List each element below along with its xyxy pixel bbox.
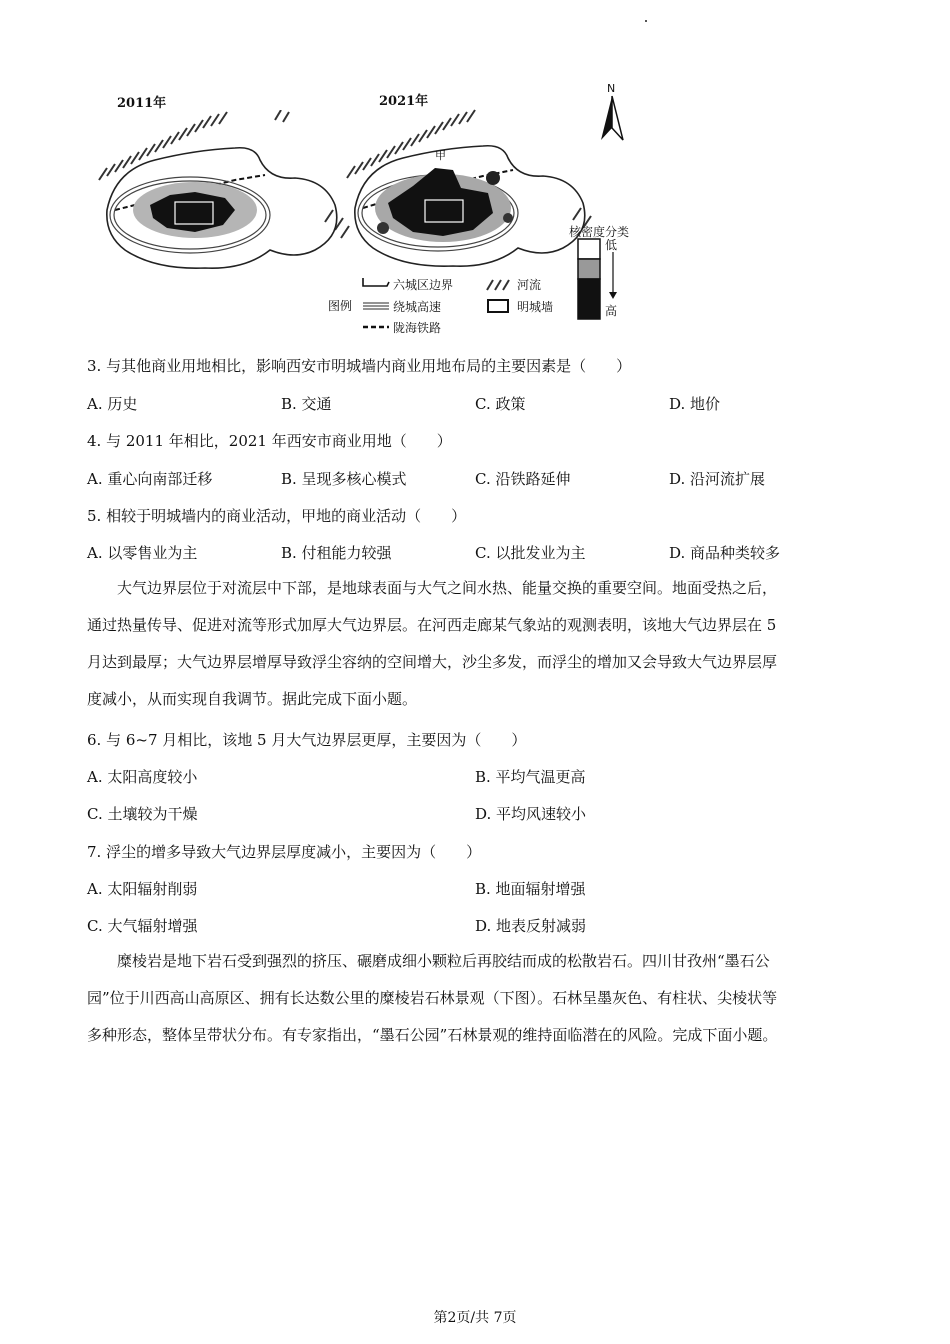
question-4-stem: 4. 与 2011 年相比，2021 年西安市商业用地（ ） [87,432,452,450]
density-arrow-icon [607,252,619,300]
legend-title: 图例 [328,299,353,313]
density-scale [577,238,603,322]
question-3-option-c: C. 政策 [475,395,526,413]
xian-commercial-map-figure [95,80,655,340]
passage-rock [87,943,863,1054]
question-5-stem: 5. 相较于明城墙内的商业活动，甲地的商业活动（ ） [87,507,467,525]
question-3-option-d: D. 地价 [669,395,721,413]
year-label-2021: 2021年 [379,94,429,109]
label-jia: 甲 [435,149,446,162]
map-2021 [343,108,613,283]
passage-rock-line-1: 糜棱岩是地下岩石受到强烈的挤压、碾磨成细小颗粒后再胶结而成的松散岩石。四川甘孜州“墨石公 [117,952,770,970]
scan-dot [645,20,647,22]
year-label-2011: 2011年 [117,96,167,111]
question-6-option-d: D. 平均风速较小 [475,805,587,823]
question-5-option-d: D. 商品种类较多 [669,544,781,562]
passage-atmosphere-line-2: 通过热量传导、促进对流等形式加厚大气边界层。在河西走廊某气象站的观测表明，该地大气边界层在 5 [87,616,777,634]
question-6-stem: 6. 与 6~7 月相比，该地 5 月大气边界层更厚，主要因为（ ） [87,731,527,749]
question-7-option-b: B. 地面辐射增强 [475,880,586,898]
legend-highway: 绕城高速 [393,300,442,314]
question-3-option-a: A. 历史 [87,395,138,413]
river-symbol-icon [485,278,515,292]
legend-wall: 明城墙 [517,300,554,314]
page-number-footer: 第2页/共 7页 [433,1310,517,1326]
question-4-option-d: D. 沿河流扩展 [669,470,766,488]
boundary-symbol-icon [361,276,391,290]
question-6-option-b: B. 平均气温更高 [475,768,586,786]
question-3-option-b: B. 交通 [281,395,332,413]
wall-symbol-icon [485,299,515,313]
map-2011 [95,110,365,280]
question-7-stem: 7. 浮尘的增多导致大气边界层厚度减小，主要因为（ ） [87,843,482,861]
question-4-option-c: C. 沿铁路延伸 [475,470,571,488]
question-3-stem: 3. 与其他商业用地相比，影响西安市明城墙内商业用地布局的主要因素是（ ） [87,357,632,375]
legend-boundary: 六城区边界 [393,278,454,292]
passage-atmosphere [87,570,863,718]
question-4-option-a: A. 重心向南部迁移 [87,470,213,488]
question-5-option-b: B. 付租能力较强 [281,544,392,562]
question-6-option-c: C. 土壤较为干燥 [87,805,198,823]
passage-atmosphere-line-4: 度减小，从而实现自我调节。据此完成下面小题。 [87,690,418,708]
question-4-option-b: B. 呈现多核心模式 [281,470,407,488]
passage-atmosphere-line-3: 月达到最厚；大气边界层增厚导致浮尘容纳的空间增大，沙尘多发，而浮尘的增加又会导致大气边界层厚 [87,653,778,671]
question-7-option-c: C. 大气辐射增强 [87,917,198,935]
railway-symbol-icon [361,322,391,332]
question-5-option-a: A. 以零售业为主 [87,544,198,562]
density-high: 高 [605,304,618,318]
legend-railway: 陇海铁路 [393,321,442,335]
density-low: 低 [605,238,618,252]
highway-symbol-icon [361,300,391,312]
passage-rock-line-3: 多种形态，整体呈带状分布。有专家指出，“墨石公园”石林景观的维持面临潜在的风险。完成下面小题。 [87,1026,778,1044]
question-7-option-d: D. 地表反射减弱 [475,917,587,935]
passage-rock-line-2: 园”位于川西高山高原区、拥有长达数公里的糜棱岩石林景观（下图）。石林呈墨灰色、有柱状、尖棱状等 [87,989,778,1007]
passage-atmosphere-line-1: 大气边界层位于对流层中下部，是地球表面与大气之间水热、能量交换的重要空间。地面受热之后， [117,579,778,597]
north-arrow-icon [597,94,627,142]
north-label: N [607,82,616,95]
density-title: 核密度分类 [569,225,630,239]
question-5-option-c: C. 以批发业为主 [475,544,586,562]
question-6-option-a: A. 太阳高度较小 [87,768,198,786]
question-7-option-a: A. 太阳辐射削弱 [87,880,198,898]
legend-river: 河流 [517,278,542,292]
